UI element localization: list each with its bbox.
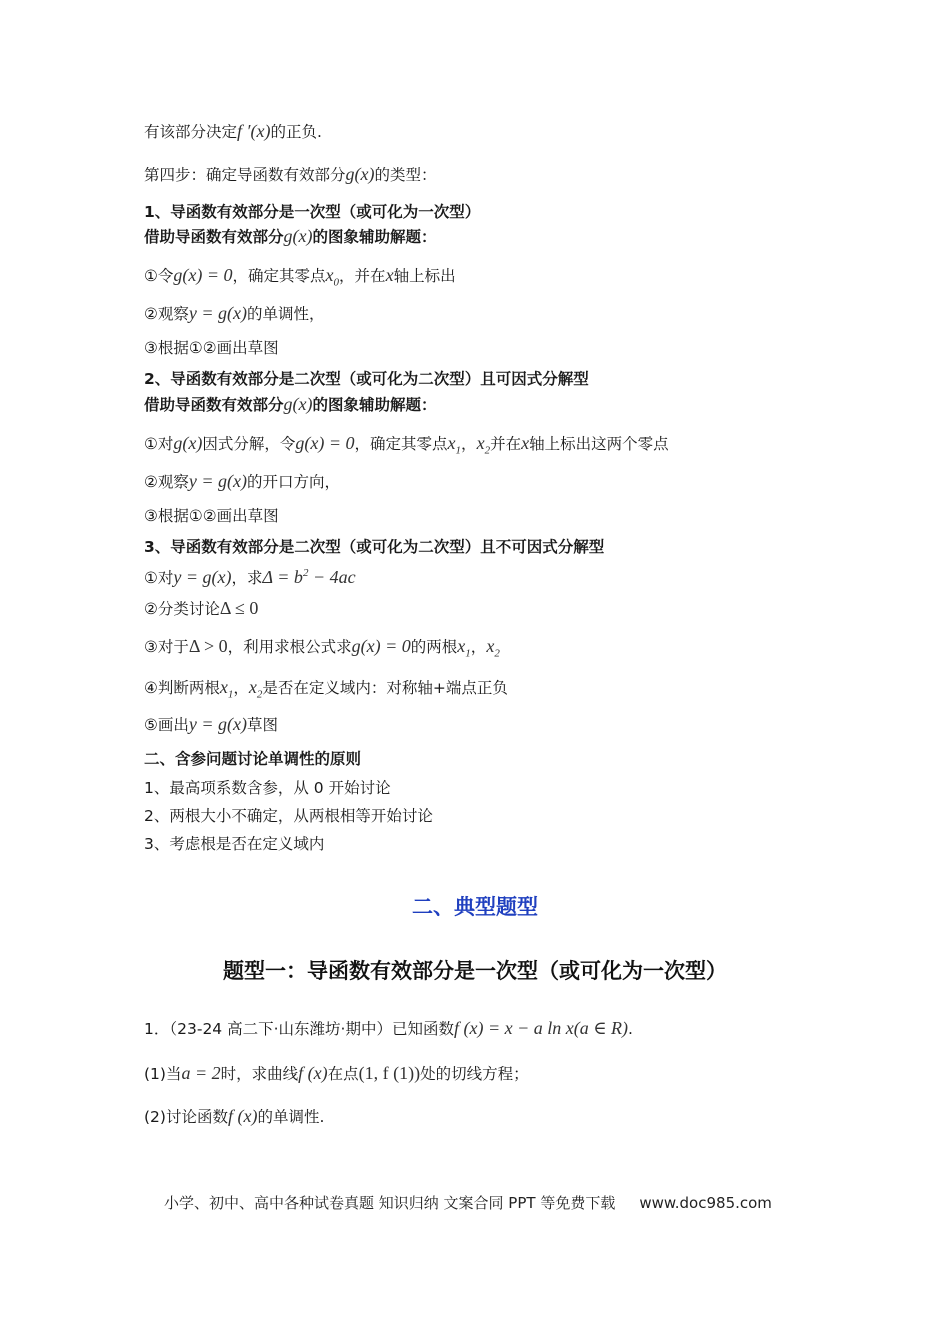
math-var: x: [447, 433, 456, 453]
math-ygx: y = g(x): [188, 471, 248, 491]
text: 借助导函数有效部分: [144, 396, 284, 414]
principle-2: 2、两根大小不确定，从两根相等开始讨论: [144, 807, 433, 825]
text: 时，求曲线: [220, 1065, 299, 1083]
section-3-title: 3、导函数有效部分是二次型（或可化为二次型）且不可因式分解型: [144, 538, 605, 556]
math-x1: [219, 677, 234, 701]
text: 的正负.: [270, 123, 322, 141]
text: (1)当: [144, 1065, 182, 1083]
math-x: x: [385, 265, 394, 285]
math-function: f (x) = x − a ln x(a ∈ R): [453, 1018, 629, 1038]
math-var: x: [486, 636, 495, 656]
text: 的图象辅助解题：: [312, 228, 437, 246]
math-ygx: y = g(x): [173, 567, 232, 587]
section-3-step-2: [144, 598, 258, 619]
math-var: x: [248, 677, 257, 697]
math-sub: 1: [455, 444, 462, 457]
text: ①对: [144, 569, 174, 587]
text: ，并在: [339, 267, 386, 285]
text: 的单调性，: [247, 305, 325, 323]
section-1-aid: [144, 226, 437, 247]
math-sub: 1: [227, 688, 234, 701]
text: 的两根: [410, 638, 458, 656]
math-fx: f (x): [227, 1106, 258, 1126]
text: ，: [470, 638, 487, 656]
math-var: x: [219, 677, 228, 697]
math-a2: a = 2: [181, 1063, 221, 1083]
text: 处的切线方程；: [420, 1065, 529, 1083]
math-ygx: y = g(x): [188, 714, 248, 734]
math-discriminant: [263, 567, 356, 587]
text: ②观察: [144, 473, 189, 491]
text: ④判断两根: [144, 679, 220, 697]
text: ②分类讨论: [144, 600, 220, 618]
principles-title: 二、含参问题讨论单调性的原则: [144, 750, 362, 768]
math-fprime: f ′(x): [237, 121, 271, 141]
text: 轴上标出: [393, 267, 456, 285]
math-var: x: [476, 433, 485, 453]
section-2-aid: [144, 394, 437, 415]
math-x2: [486, 636, 500, 660]
text: 第四步：确定导函数有效部分: [144, 166, 346, 184]
section-3-step-3: [144, 636, 500, 664]
text: ①对: [144, 435, 174, 453]
principle-1: 1、最高项系数含参，从 0 开始讨论: [144, 779, 391, 797]
problem-source: （23-24 高二下·山东潍坊·期中）: [169, 1020, 392, 1038]
math-delta-le0: Δ ≤ 0: [219, 598, 259, 618]
math-sup: 2: [302, 567, 309, 579]
text: 并在: [490, 435, 522, 453]
text: 的单调性.: [257, 1108, 325, 1126]
problem-1: [144, 1018, 633, 1039]
math-part: Δ = b: [262, 567, 303, 587]
problem-1-part-2: [144, 1106, 324, 1127]
text: ，确定其零点: [354, 435, 448, 453]
heading-type-one: 题型一：导函数有效部分是一次型（或可化为一次型）: [223, 959, 727, 983]
section-2-title: 2、导函数有效部分是二次型（或可化为二次型）且可因式分解型: [144, 370, 589, 388]
math-sub: 1: [465, 647, 471, 660]
text: ③对于: [144, 638, 189, 656]
text: ②观察: [144, 305, 189, 323]
math-fx: f (x): [298, 1063, 328, 1083]
math-sub: 2: [484, 444, 491, 457]
math-x2: [248, 677, 263, 701]
math-gx: g(x): [283, 394, 313, 414]
text: ，确定其零点: [232, 267, 326, 285]
footer-link[interactable]: www.doc985.com: [639, 1194, 772, 1212]
math-gx0: g(x) = 0: [351, 636, 411, 656]
section-3-step-5: [144, 714, 278, 735]
math-gx: g(x): [283, 226, 313, 246]
step-four-line: [144, 164, 437, 185]
text: ，: [233, 679, 249, 697]
math-x2: [476, 433, 491, 457]
text: 因式分解，令: [202, 435, 296, 453]
math-ygx: y = g(x): [188, 303, 248, 323]
section-3-step-1: [144, 563, 356, 588]
section-1-title: 1、导函数有效部分是一次型（或可化为一次型）: [144, 203, 481, 221]
math-sub: 0: [333, 276, 340, 289]
text: 借助导函数有效部分: [144, 228, 284, 246]
math-sub: 2: [494, 647, 500, 660]
math-x1: [447, 433, 462, 457]
math-gx0: g(x) = 0: [173, 265, 233, 285]
math-x1: [457, 636, 471, 660]
section-1-step-3: ③根据①②画出草图: [144, 339, 279, 357]
math-var: x: [457, 636, 466, 656]
text: 是否在定义域内：对称轴+端点正负: [262, 679, 508, 697]
text: (2)讨论函数: [144, 1108, 228, 1126]
section-2-step-3: ③根据①②画出草图: [144, 507, 279, 525]
math-gx: g(x): [345, 164, 375, 184]
principle-3: 3、考虑根是否在定义域内: [144, 835, 325, 853]
text: ，: [461, 435, 477, 453]
section-2-step-1: [144, 433, 669, 461]
math-gx: g(x): [173, 433, 203, 453]
text: 已知函数: [391, 1020, 454, 1038]
text: .: [628, 1020, 633, 1038]
text: 轴上标出这两个零点: [529, 435, 669, 453]
section-2-step-2: [144, 471, 340, 492]
section-1-step-1: [144, 265, 456, 293]
section-3-step-4: [144, 677, 508, 705]
text: 草图: [247, 716, 279, 734]
math-point: (1, f (1)): [358, 1063, 421, 1083]
heading-typical-types: 二、典型题型: [412, 895, 538, 919]
math-sub: 2: [256, 688, 263, 701]
section-1-step-2: [144, 303, 325, 324]
text: ⑤画出: [144, 716, 189, 734]
math-delta-gt0: Δ > 0: [188, 636, 228, 656]
problem-number: 1．: [144, 1020, 170, 1038]
math-gx0: g(x) = 0: [295, 433, 355, 453]
math-x0: [325, 265, 340, 289]
text: 的开口方向，: [247, 473, 341, 491]
math-x: x: [521, 433, 530, 453]
text: ，求: [231, 569, 263, 587]
text: 有该部分决定: [144, 123, 238, 141]
text: ，利用求根公式求: [227, 638, 352, 656]
text: 在点: [327, 1065, 359, 1083]
math-part: − 4ac: [308, 567, 356, 587]
text: 的图象辅助解题：: [312, 396, 437, 414]
footer-text: 小学、初中、高中各种试卷真题 知识归纳 文案合同 PPT 等免费下载: [164, 1194, 616, 1212]
text-line: [144, 121, 322, 142]
text: ①令: [144, 267, 174, 285]
math-var: x: [325, 265, 334, 285]
footer: [164, 1192, 772, 1213]
problem-1-part-1: [144, 1063, 529, 1084]
text: 的类型：: [374, 166, 437, 184]
